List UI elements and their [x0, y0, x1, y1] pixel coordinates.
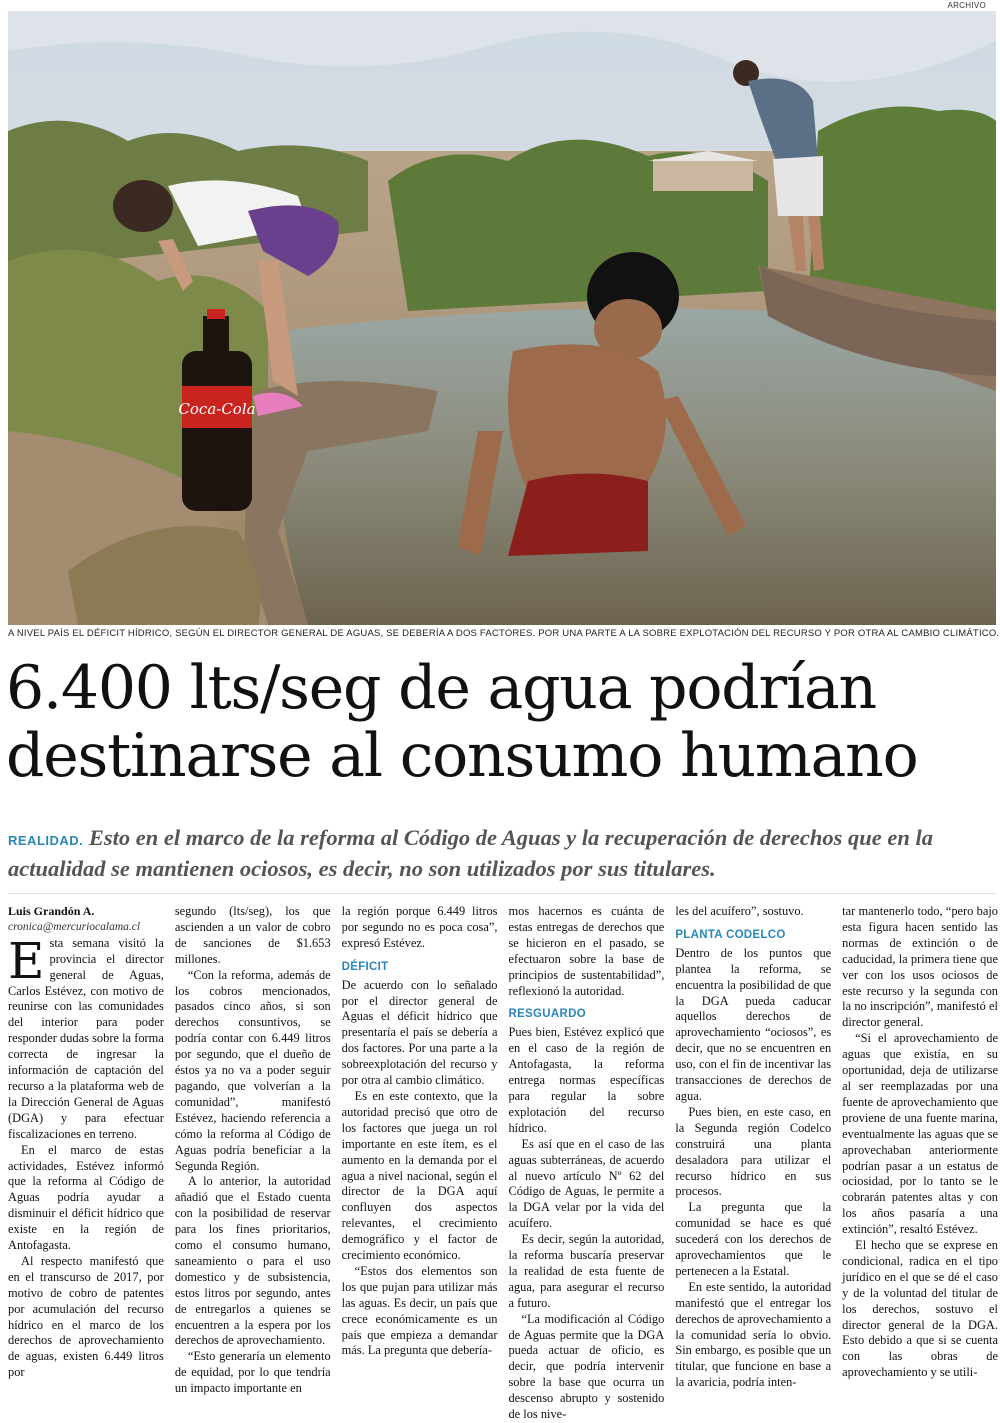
column-5: [675, 904, 832, 1390]
subheading-planta-codelco: PLANTA CODELCO: [675, 928, 786, 941]
news-photo: [8, 11, 996, 625]
dropcap: E: [8, 931, 45, 990]
deck-kicker: REALIDAD.: [8, 833, 84, 848]
photo-caption: A NIVEL PAÍS EL DÉFICIT HÍDRICO, SEGÚN EL DIRECTOR GENERAL DE AGUAS, SE DEBERÍA A DOS FACTORES. POR UNA PARTE A LA SOBRE EXPLOTACIÓN DEL RECURSO Y POR OTRA AL CAMBIO CLIMÁTICO.: [8, 628, 1000, 639]
column-3: [342, 904, 498, 1356]
paragraph: tar mantenerlo todo, “pero bajo esta figura hacen sentido las normas de extinción o de caducidad, la primera tiene que ver con los usos ociosos de este recurso y la segunda con la no inscripción”, manifestó el director general.: [842, 904, 998, 1030]
paragraph: “Si el aprovechamiento de aguas que existía, en su oportunidad, deja de utilizarse al ser reemplazadas por una fuente de aprovechamiento que proviene de una fuente marina, eventualmente las aguas que se aprovechaban anteriormente podrían pasar a un estatus de ociosidad, por lo tanto se le cobrarán patentes altas y con los años pasaría a una extinción”, resaltó Estévez.: [842, 1031, 998, 1237]
byline-author: Luis Grandón A.: [8, 904, 95, 918]
photo-credit: ARCHIVO: [947, 1, 986, 10]
subheading-resguardo: RESGUARDO: [508, 1008, 586, 1021]
headline-line-2: destinarse al consumo humano: [6, 721, 918, 791]
byline-email[interactable]: cronica@mercuriocalama.cl: [8, 920, 141, 933]
paragraph: mos hacernos es cuánta de estas entregas de derechos que se hicieron en el pasado, se efectuaron sobre la base de principios de sustentabilidad”, reflexionó la autoridad.: [508, 904, 665, 998]
paragraph: La pregunta que la comunidad se hace es qué sucederá con los derechos de aprovechamientos que le pertenecen a la Estatal.: [675, 1200, 832, 1278]
article-body: [8, 904, 998, 1422]
subheading-deficit: DÉFICIT: [341, 960, 389, 973]
paragraph: les del acuífero”, sostuvo.: [675, 904, 804, 918]
headline: [6, 654, 996, 790]
paragraph: Es en este contexto, que la autoridad precisó que otro de los factores que juega un rol importante en este ítem, es el aumento en la demanda por el agua a nivel nacional, según el director de la DGA aquí confluyen dos aspectos relevantes, el crecimiento demográfico y el factor de crecimiento económico.: [341, 1088, 498, 1263]
column-2: [174, 904, 331, 1396]
paragraph: Pues bien, Estévez explicó que en el caso de la región de Antofagasta, la reforma entrega normas específicas para regular la sobre explotación del recurso hídrico.: [508, 1025, 665, 1135]
paragraph: Dentro de los puntos que plantea la reforma, se encuentra la posibilidad de que la DGA pueda caducar aquellos derechos de aprovechamiento “ociosos”, es decir, que no se encuentren en uso, con el fin de incentivar las transacciones de derechos de agua.: [675, 945, 832, 1103]
paragraph: “Esto generaría un elemento de equidad, por lo que tendría un impacto importante en: [174, 1349, 331, 1396]
paragraph: la región porque 6.449 litros por segundo no es poca cosa”, expresó Estévez.: [341, 904, 498, 950]
paragraph: De acuerdo con lo señalado por el director general de Aguas el déficit hídrico que presentaría el país se debería a dos factores. Por una parte a la sobreexplotación del recurso y por otra al cambio climático.: [341, 977, 498, 1088]
divider: [8, 893, 996, 894]
paragraph: segundo (lts/seg), los que ascienden a un valor de cobro de sanciones de $1.653 millones.: [174, 904, 331, 966]
paragraph: En el marco de estas actividades, Estévez informó que la reforma al Código de Aguas podría ayudar a disminuir el déficit hídrico que existe en la región de Antofagasta.: [8, 1142, 164, 1253]
paragraph: A lo anterior, la autoridad añadió que el Estado cuenta con la posibilidad de reservar para los fines prioritarios, como el consumo humano, saneamiento o para el uso domestico y de subsistencia, estos litros por segundo, antes de entregarlos a quienes se encuentren a la espera por los derechos de aprovechamiento.: [174, 1174, 331, 1348]
deck-text: Esto en el marco de la reforma al Código de Aguas y la recuperación de derechos que en la actualidad se mantienen ociosos, es decir, no son utilizados por sus titulares.: [8, 825, 934, 881]
paragraph: Es así que en el caso de las aguas subterráneas, de acuerdo al nuevo artículo Nº 62 del Código de Aguas, le permite a la DGA velar por la vida del acuífero.: [508, 1136, 665, 1231]
paragraph: “Estos dos elementos son los que pujan para utilizar más las aguas. Es decir, un país que crece económicamente es un país que empieza a demandar más. La pregunta que debería-: [341, 1263, 498, 1358]
column-4: [508, 904, 665, 1422]
paragraph: El hecho que se exprese en condicional, radica en el tipo jurídico en el que se dé el caso y de la voluntad del titular de los derechos, sostuvo el director general de la DGA. Esto debido a que si se cuenta con las obras de aprovechamiento y se utili-: [842, 1238, 998, 1380]
paragraph: Es decir, según la autoridad, la reforma buscaría preservar la realidad de esta fuente de agua, para asegurar el recurso a futuro.: [508, 1232, 665, 1310]
paragraph-text: sta semana visitó la provincia el director general de Aguas, Carlos Estévez, con motivo de reunirse con las comunidades del interior para poder responder dudas sobre la forma correcta de ingresar la información de captación del recurso a la plataforma web de la Dirección General de Aguas (DGA) y para efectuar fiscalizaciones en terreno.: [8, 935, 164, 1141]
bottle-label: Coca-Cola: [178, 400, 256, 418]
paragraph: En este sentido, la autoridad manifestó que el entregar los derechos de aprovechamiento a la comunidad sería lo obvio. Sin embargo, es posible que un titular, que funcione en base a la avaricia, podría inten-: [675, 1279, 832, 1390]
headline-line-1: 6.400 lts/seg de agua podrían: [6, 653, 877, 723]
column-1: [8, 904, 164, 1380]
paragraph: [8, 931, 164, 1143]
paragraph: Pues bien, en este caso, en la Segunda región Codelco construirá una planta desaladora para utilizar el recurso hídrico en sus procesos.: [675, 1104, 832, 1199]
paragraph: Al respecto manifestó que en el transcurso de 2017, por motivo de cobro de patentes por acumulación del recurso hídrico en el marco de los derechos de aprovechamiento de aguas, existen 6.449 litros por: [8, 1253, 164, 1380]
deck: [8, 824, 993, 883]
paragraph: “La modificación al Código de Aguas permite que la DGA pueda actuar de oficio, es decir, que podría intervenir sobre la base que ocurra un descenso abrupto y sostenido de los nive-: [508, 1311, 665, 1422]
paragraph: “Con la reforma, además de los cobros mencionados, pasados cinco años, si son derechos consuntivos, se podría contar con 6.449 litros por segundo, que el dueño de éstos ya no va a poder seguir pagando, que volverían a la comunidad”, manifestó Estévez, haciendo referencia a cómo la reforma al Código de Aguas podría beneficiar a la Segunda Región.: [174, 967, 331, 1173]
column-6: [842, 904, 998, 1380]
